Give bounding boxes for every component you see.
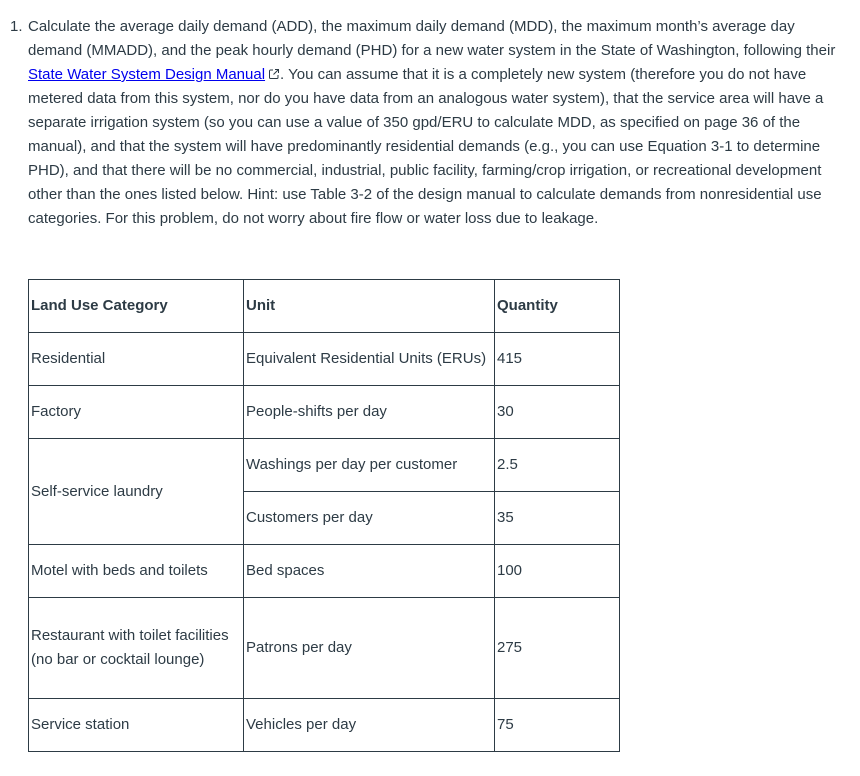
cell-category: Self-service laundry bbox=[29, 439, 244, 545]
cell-quantity: 30 bbox=[495, 386, 620, 439]
cell-unit: Equivalent Residential Units (ERUs) bbox=[244, 333, 495, 386]
cell-category: Motel with beds and toilets bbox=[29, 545, 244, 598]
cell-quantity: 100 bbox=[495, 545, 620, 598]
table-header-row bbox=[29, 280, 620, 333]
problem-text-before-link: Calculate the average daily demand (ADD), the maximum daily demand (MDD), the maximum month’s average day demand (MMADD), and the peak hourly demand (PHD) for a new water system in the State of Washington, following their bbox=[28, 18, 836, 59]
table-row bbox=[29, 333, 620, 386]
cell-unit: People-shifts per day bbox=[244, 386, 495, 439]
table-row bbox=[29, 386, 620, 439]
design-manual-link[interactable] bbox=[28, 66, 280, 83]
problem-text bbox=[28, 15, 840, 231]
cell-quantity: 35 bbox=[495, 492, 620, 545]
table-row bbox=[29, 699, 620, 752]
table-row bbox=[29, 545, 620, 598]
land-use-table bbox=[28, 279, 620, 752]
cell-unit: Bed spaces bbox=[244, 545, 495, 598]
cell-unit: Vehicles per day bbox=[244, 699, 495, 752]
cell-quantity: 415 bbox=[495, 333, 620, 386]
header-quantity: Quantity bbox=[495, 280, 620, 333]
problem-text-after-link: . You can assume that it is a completely new system (therefore you do not have metered data from this system, nor do you have data from an analogous water system), that the service area will have a separate irrigation system (so you can use a value of 350 gpd/ERU to calculate MDD, as specified on page 36 of the manual), and that the system will have predominantly residential demands (e.g., you can use Equation 3-1 to determine PHD), and that there will be no commercial, industrial, public facility, farming/crop irrigation, or recreational development other than the ones listed below. Hint: use Table 3-2 of the design manual to calculate demands from nonresidential use categories. For this problem, do not worry about fire flow or water loss due to leakage. bbox=[28, 66, 824, 227]
external-link-icon bbox=[268, 68, 280, 80]
header-land-use-category: Land Use Category bbox=[29, 280, 244, 333]
cell-category: Residential bbox=[29, 333, 244, 386]
cell-quantity: 2.5 bbox=[495, 439, 620, 492]
cell-quantity: 275 bbox=[495, 598, 620, 699]
cell-unit: Customers per day bbox=[244, 492, 495, 545]
cell-quantity: 75 bbox=[495, 699, 620, 752]
cell-category: Factory bbox=[29, 386, 244, 439]
problem-number: 1. bbox=[10, 18, 23, 35]
table-row bbox=[29, 598, 620, 699]
table-row bbox=[29, 439, 620, 492]
header-unit: Unit bbox=[244, 280, 495, 333]
design-manual-link-label[interactable]: State Water System Design Manual bbox=[28, 66, 266, 83]
problem-statement bbox=[10, 15, 840, 231]
cell-category: Restaurant with toilet facilities (no bar or cocktail lounge) bbox=[29, 598, 244, 699]
cell-unit: Patrons per day bbox=[244, 598, 495, 699]
cell-category: Service station bbox=[29, 699, 244, 752]
cell-unit: Washings per day per customer bbox=[244, 439, 495, 492]
